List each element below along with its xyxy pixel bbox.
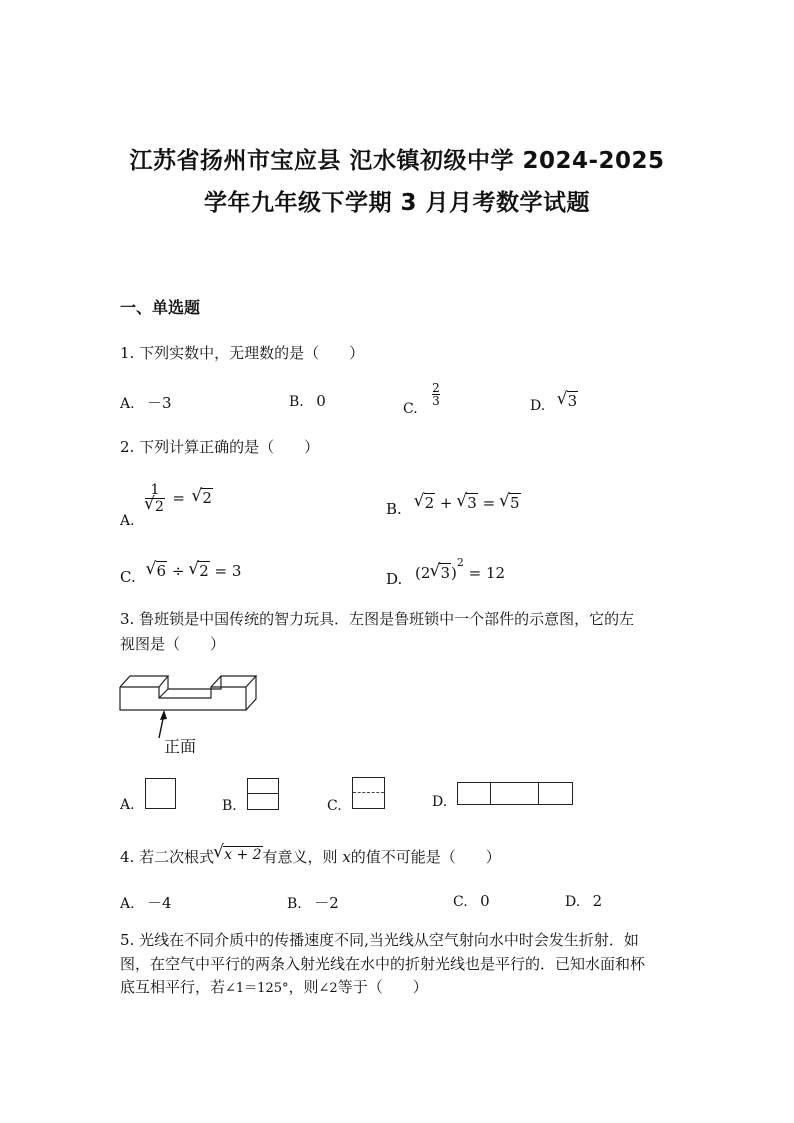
q2-option-c-radicand1: 6	[156, 562, 167, 580]
q2-option-b-sqrt3	[500, 494, 521, 512]
q2-option-b-plus: +	[439, 494, 453, 512]
question-1-stem: 1. 下列实数中，无理数的是（ ）	[120, 344, 365, 362]
q2-option-d-result: = 12	[468, 564, 506, 582]
page-title-line2: 学年九年级下学期 3 月月考数学试题	[203, 190, 591, 216]
q1-option-b-value: 0	[316, 392, 326, 410]
front-view-label: 正面	[164, 737, 197, 756]
q4-option-d-label: D.	[565, 894, 581, 910]
q1-option-c-denominator: 3	[432, 394, 440, 408]
q2-option-c[interactable]	[120, 562, 242, 586]
q2-option-b-radicand1: 2	[424, 494, 435, 512]
q4-option-a[interactable]	[120, 892, 172, 913]
q1-option-d-radicand: 3	[567, 392, 578, 410]
question-4-stem	[120, 845, 501, 870]
q4-option-d[interactable]	[565, 892, 602, 910]
q5-line3-start: 底互相平行，若	[120, 978, 226, 996]
q3-option-a-label[interactable]: A.	[120, 797, 135, 813]
q2-option-c-result: = 3	[214, 562, 242, 580]
q5-angle-1: ∠1＝125°	[225, 981, 289, 996]
q3-option-a-figure[interactable]	[145, 778, 176, 809]
q4-option-d-value: 2	[592, 892, 603, 910]
q1-option-b[interactable]	[289, 392, 326, 410]
q2-option-a-fraction	[145, 482, 165, 515]
q1-option-b-label: B.	[289, 394, 304, 410]
q2-option-d-label: D.	[386, 570, 403, 588]
q5-line3-end: 等于（ ）	[337, 978, 428, 996]
q2-option-c-sqrt2	[189, 562, 210, 580]
question-5-line2: 图，在空气中平行的两条入射光线在水中的折射光线也是平行的．已知水面和杯	[120, 955, 646, 973]
q1-option-a-value: －3	[147, 394, 172, 412]
front-arrow-head	[160, 710, 167, 720]
q2-option-c-sqrt1	[147, 562, 168, 580]
q1-option-d[interactable]	[530, 392, 578, 414]
q1-option-c-label: C.	[403, 400, 418, 417]
q5-line3-mid: ，则	[288, 978, 319, 996]
q2-option-d-open: (2	[415, 564, 431, 582]
q1-option-c-numerator: 2	[432, 381, 440, 395]
q2-option-b-radicand3: 5	[509, 494, 520, 512]
q4-option-b-value: －2	[314, 894, 339, 912]
q2-option-c-divide: ÷	[171, 562, 185, 580]
q2-option-d-close: )	[451, 564, 457, 582]
q2-option-a-denominator-sqrt	[145, 499, 165, 515]
q4-option-c-label: C.	[453, 894, 468, 910]
q2-option-b-sqrt1	[415, 494, 436, 512]
q4-option-a-label: A.	[120, 896, 135, 912]
q2-option-c-label: C.	[120, 568, 136, 586]
q2-option-a-equals: =	[172, 488, 185, 507]
q4-radicand: x + 2	[224, 847, 262, 863]
q4-variable: x	[342, 848, 351, 866]
question-5-line3	[120, 975, 428, 1001]
q3-option-d-divider-2	[538, 783, 539, 804]
q2-option-a-label: A.	[120, 512, 135, 529]
section-heading-single-choice: 一、单选题	[120, 298, 201, 317]
q1-option-c[interactable]	[403, 381, 440, 417]
q4-stem-mid: 有意义，则	[262, 848, 338, 866]
q3-option-c-label[interactable]: C.	[327, 798, 342, 814]
q3-option-d-figure[interactable]	[457, 782, 573, 805]
q2-option-d-sqrt	[430, 564, 451, 582]
q2-option-a-numerator: 1	[150, 482, 160, 498]
q4-option-a-value: －4	[147, 894, 172, 912]
q2-option-d-radicand: 3	[440, 564, 450, 582]
page-title-line1: 江苏省扬州市宝应县 氾水镇初级中学 2024-2025	[129, 148, 665, 174]
q1-option-a-label: A.	[120, 396, 135, 412]
q1-option-a[interactable]	[120, 392, 172, 413]
q3-option-d-divider-1	[490, 783, 491, 804]
q2-option-b-radicand2: 3	[467, 494, 477, 512]
q4-stem-start: 4. 若二次根式	[120, 848, 215, 866]
q5-angle-2: ∠2	[318, 981, 338, 996]
q4-stem-end: 的值不可能是（ ）	[350, 848, 501, 866]
q2-option-a-denominator: 2	[155, 499, 164, 515]
q3-option-c-dashed-divider	[353, 792, 384, 793]
question-3-stem-line2: 视图是（ ）	[120, 635, 226, 653]
q4-option-b[interactable]	[287, 892, 339, 913]
q2-option-d-exponent: 2	[456, 556, 464, 569]
q4-sqrt	[214, 843, 262, 867]
question-3-stem-line1: 3. 鲁班锁是中国传统的智力玩具．左图是鲁班锁中一个部件的示意图，它的左	[120, 610, 635, 628]
q2-option-a-rhs-sqrt	[192, 489, 213, 507]
question-5-line1: 5. 光线在不同介质中的传播速度不同,当光线从空气射向水中时会发生折射．如	[120, 931, 639, 949]
q1-option-c-fraction	[432, 382, 440, 407]
q2-option-b[interactable]	[386, 494, 521, 518]
q3-option-c-figure[interactable]	[352, 777, 385, 809]
q3-option-b-divider	[248, 793, 278, 794]
q4-option-b-label: B.	[287, 896, 302, 912]
q2-option-c-radicand2: 2	[199, 562, 209, 580]
lock-front-face	[120, 687, 246, 710]
q4-option-c-value: 0	[480, 892, 490, 910]
q4-option-c[interactable]	[453, 892, 490, 910]
question-2-stem: 2. 下列计算正确的是（ ）	[120, 438, 320, 456]
q2-option-b-equals: =	[482, 494, 496, 512]
q2-option-b-sqrt2	[457, 494, 478, 512]
q2-option-a-rhs: 2	[202, 488, 212, 507]
q3-option-b-label[interactable]: B.	[222, 798, 237, 814]
q1-option-d-sqrt	[558, 392, 579, 410]
lock-top-left	[120, 676, 168, 687]
q2-option-a[interactable]	[120, 482, 213, 529]
q3-option-d-label[interactable]: D.	[432, 794, 448, 810]
q1-option-d-label: D.	[530, 398, 546, 414]
q2-option-b-label: B.	[386, 500, 402, 518]
lock-top-right	[211, 676, 256, 687]
q3-option-b-figure[interactable]	[247, 778, 279, 810]
q2-option-d[interactable]	[386, 556, 506, 588]
